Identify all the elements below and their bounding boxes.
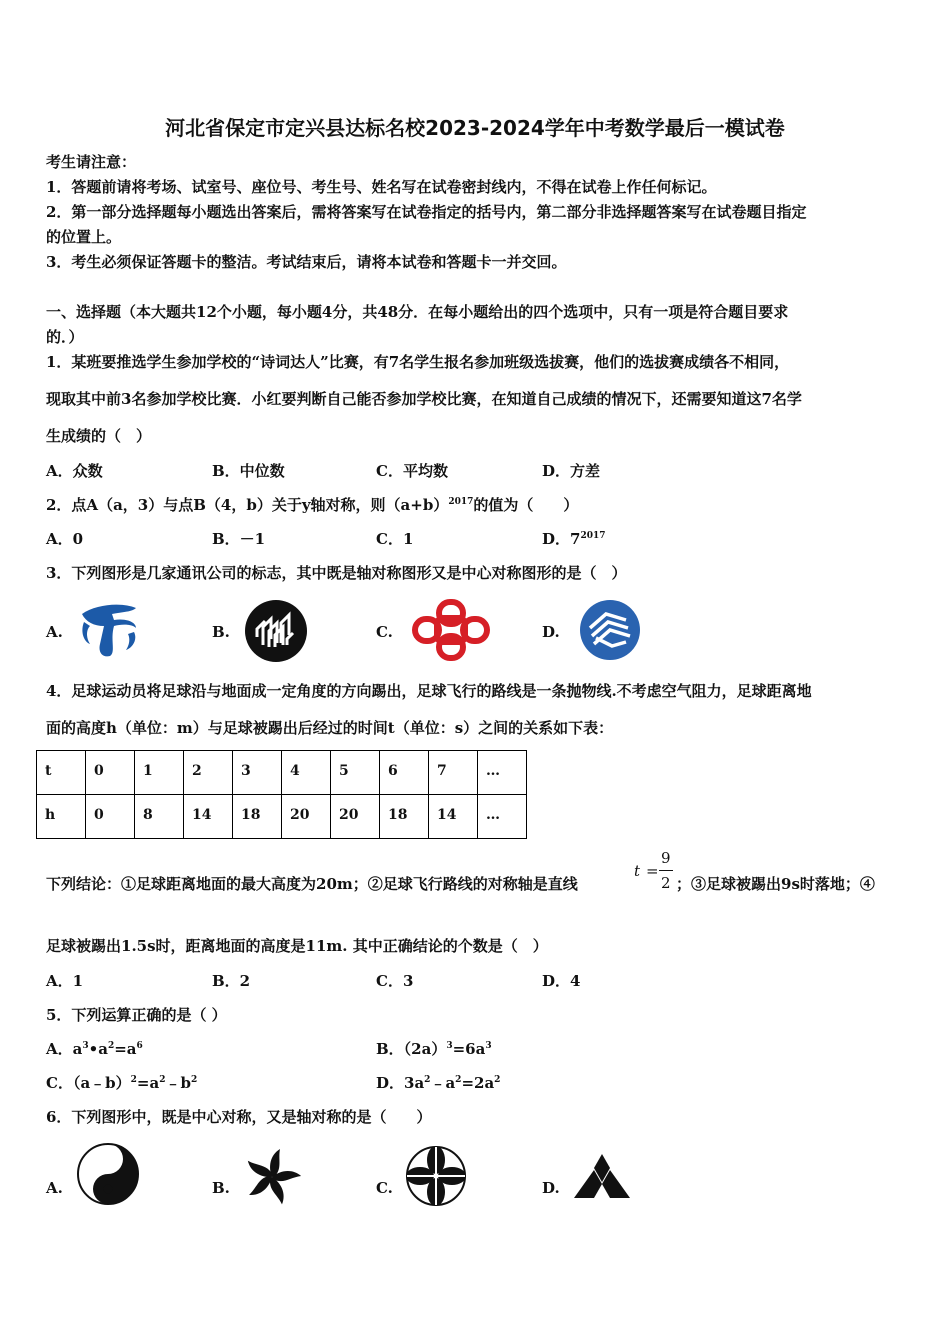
q2-option-a: A．0 — [46, 530, 84, 548]
q4-line2: 面的高度h（单位：m）与足球被踢出后经过的时间t（单位：s）之间的关系如下表： — [46, 719, 614, 737]
table-cell: 14 — [429, 795, 478, 839]
q3-label-d: D. — [542, 623, 560, 641]
table-cell: 7 — [429, 751, 478, 795]
q3-label-a: A. — [46, 623, 63, 641]
table-cell: 4 — [282, 751, 331, 795]
quatrefoil-icon — [404, 1144, 468, 1208]
q3-label-c: C. — [376, 623, 393, 641]
fraction-equals: = — [646, 862, 659, 880]
table-cell: 20 — [331, 795, 380, 839]
unicom-knot-logo-icon — [410, 598, 492, 662]
q4-option-a: A．1 — [46, 972, 84, 990]
notice-header: 考生请注意： — [46, 153, 137, 171]
q1-option-b: B．中位数 — [212, 462, 285, 480]
table-cell: 2 — [184, 751, 233, 795]
table-row-h — [37, 795, 527, 839]
q4-option-d: D．4 — [542, 972, 581, 990]
table-cell: 20 — [282, 795, 331, 839]
q4-option-c: C．3 — [376, 972, 414, 990]
q1-line2: 现取其中前3名参加学校比赛．小红要判断自己能否参加学校比赛，在知道自己成绩的情况下，还需要知道这7名学 — [46, 390, 802, 408]
section-heading-cont: 的．） — [46, 328, 84, 346]
q4-conclusions-post: ；③足球被踢出9s时落地；④ — [676, 875, 875, 893]
q2-option-d: D．$7^{2017}$ — [542, 530, 606, 548]
table-cell: 1 — [135, 751, 184, 795]
notice-item-2: 2．第一部分选择题每小题选出答案后，需将答案写在试卷指定的括号内，第二部分非选择题答案写在试卷题目指定 — [46, 203, 807, 221]
page-title: 河北省保定市定兴县达标名校2023-2024学年中考数学最后一模试卷 — [165, 116, 785, 140]
fraction-denominator: 2 — [661, 874, 671, 892]
fraction-bar — [659, 870, 673, 871]
mobile-logo-icon — [578, 598, 642, 662]
table-cell: 0 — [86, 795, 135, 839]
table-cell: … — [478, 795, 527, 839]
q4-line1: 4．足球运动员将足球沿与地面成一定角度的方向踢出，足球飞行的路线是一条抛物线.不考虑空气阻力，足球距离地 — [46, 682, 812, 700]
table-cell: … — [478, 751, 527, 795]
q4-option-b: B．2 — [212, 972, 251, 990]
table-cell: 5 — [331, 751, 380, 795]
q2-option-c: C．1 — [376, 530, 414, 548]
table-cell: t — [37, 751, 86, 795]
table-cell: 18 — [233, 795, 282, 839]
q1-line3: 生成绩的（ ） — [46, 427, 152, 445]
q3-stem: 3．下列图形是几家通讯公司的标志，其中既是轴对称图形又是中心对称图形的是（ ） — [46, 564, 627, 582]
q1-line1: 1．某班要推选学生参加学校的“诗词达人”比赛，有7名学生报名参加班级选拔赛，他们的选拔赛成绩各不相同， — [46, 353, 790, 371]
telecom-b-logo-icon — [243, 599, 309, 663]
q4-conclusions-pre: 下列结论：①足球距离地面的最大高度为20m；②足球飞行路线的对称轴是直线 — [46, 875, 578, 893]
fraction-variable: t — [634, 862, 641, 880]
table-cell: h — [37, 795, 86, 839]
fraction-numerator: 9 — [661, 849, 671, 867]
q6-stem: 6．下列图形中，既是中心对称，又是轴对称的是（ ） — [46, 1108, 432, 1126]
q6-label-d: D. — [542, 1179, 560, 1197]
q5-option-d: D．$3a^2﹣a^2=2a^2$ — [376, 1074, 501, 1092]
q5-option-b: B．$(2a)^3=6a^3$ — [376, 1040, 492, 1058]
q5-stem: 5．下列运算正确的是（ ） — [46, 1006, 227, 1024]
data-table — [36, 750, 527, 839]
notice-item-1: 1．答题前请将考场、试室号、座位号、考生号、姓名写在试卷密封线内，不得在试卷上作任何标记。 — [46, 178, 717, 196]
section-heading: 一、选择题（本大题共12个小题，每小题4分，共48分．在每小题给出的四个选项中，只有一项是符合题目要求 — [46, 303, 789, 321]
table-cell: 18 — [380, 795, 429, 839]
table-cell: 14 — [184, 795, 233, 839]
q1-option-a: A．众数 — [46, 462, 103, 480]
q3-label-b: B. — [212, 623, 230, 641]
q5-option-c: C．$(a﹣b)^2=a^2﹣b^2$ — [46, 1074, 198, 1092]
table-cell: 0 — [86, 751, 135, 795]
yin-yang-icon — [76, 1142, 140, 1206]
table-cell: 8 — [135, 795, 184, 839]
q1-option-c: C．平均数 — [376, 462, 448, 480]
notice-item-3: 3．考生必须保证答题卡的整洁。考试结束后，请将本试卷和答题卡一并交回。 — [46, 253, 567, 271]
three-diamonds-icon — [572, 1152, 632, 1204]
table-cell: 6 — [380, 751, 429, 795]
notice-item-2-cont: 的位置上。 — [46, 228, 122, 246]
q6-label-b: B. — [212, 1179, 230, 1197]
telecom-logo-icon — [76, 600, 142, 660]
table-row-t — [37, 751, 527, 795]
q6-label-a: A. — [46, 1179, 63, 1197]
q4-line4: 足球被踢出1.5s时，距离地面的高度是11m. 其中正确结论的个数是（ ） — [46, 937, 548, 955]
q6-label-c: C. — [376, 1179, 393, 1197]
q5-option-a: A．$a^3•a^2=a^6$ — [46, 1040, 143, 1058]
table-cell: 3 — [233, 751, 282, 795]
q1-option-d: D．方差 — [542, 462, 601, 480]
q2-option-b: B．－1 — [212, 530, 266, 548]
q2-stem: 2．点A（a，3）与点B（4，b）关于y轴对称，则$(a+b)^{2017}$的值为（ ） — [46, 496, 579, 514]
pinwheel-icon — [240, 1146, 304, 1208]
